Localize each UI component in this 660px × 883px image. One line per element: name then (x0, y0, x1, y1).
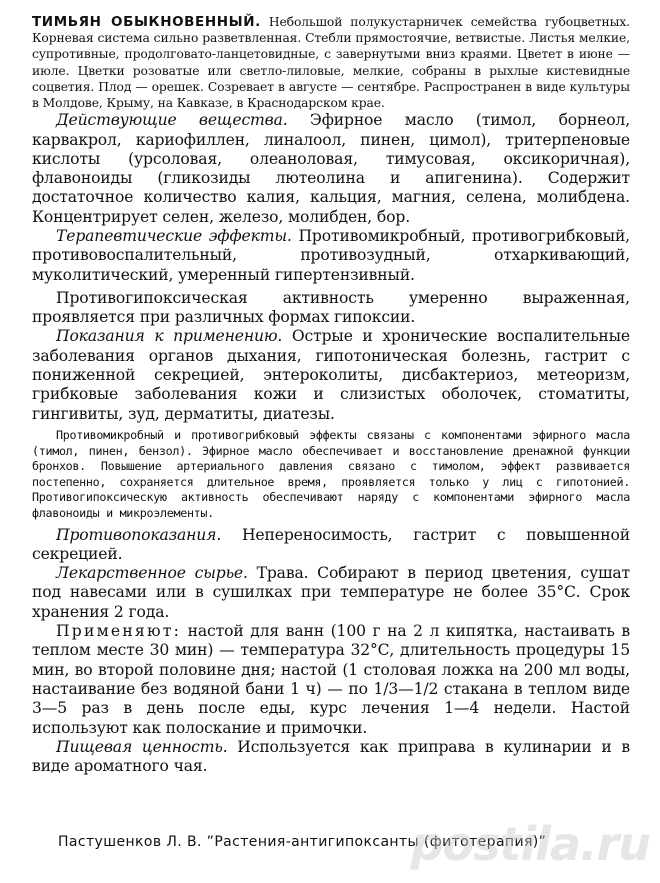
article-title: ТИМЬЯН ОБЫКНОВЕННЫЙ. (32, 14, 261, 30)
raw-material-paragraph (32, 564, 630, 622)
note-paragraph (32, 428, 630, 522)
source-citation: Пастушенков Л. В. ”Растения-антигипоксанты (фитотерапия)” (58, 834, 547, 850)
raw-material-label: Лекарственное сырье. (56, 564, 248, 583)
indications-label: Показания к применению. (56, 327, 283, 346)
effects-label: Терапевтические эффекты. (56, 227, 292, 245)
substances-paragraph (32, 111, 630, 227)
indications-text: Острые и хронические воспалительные заболевания органов дыхания, гипотоническая болезнь, гастрит с пониженной секрецией, энтероколиты, дисбактериоз, метеоризм, грибковые заболевания кожи и слизистых оболочек, стоматиты, гингивиты, зуд, дерматиты, диатезы. (32, 327, 630, 423)
substances-text: Эфирное масло (тимол, борнеол, карвакрол, кариофиллен, линалоол, пинен, цимол), тритерпеновые кислоты (урсоловая, олеаноловая, тимусовая, оксикоричная), флавоноиды (гликозиды лютеолина и апигенина). Содержит достаточное количество калия, кальция, магния, селена, молибдена. Концентрирует селен, железо, молибден, бор. (32, 111, 630, 226)
effects-text: Противомикробный, противогрибковый, противовоспалительный, противозудный, отхаркивающий, муколитический, умеренный гипертензивный. (32, 227, 630, 284)
usage-paragraph (32, 622, 630, 738)
contraindications-label: Противопоказания. (56, 525, 222, 544)
article-page (32, 14, 630, 776)
raw-material-text: Трава. Собирают в период цветения, сушат под навесами или в сушилках при температуре не более 35°С. Срок хранения 2 года. (32, 564, 630, 621)
plant-description (32, 14, 630, 111)
watermark-logo: postila.ru (410, 817, 650, 871)
food-value-paragraph (32, 738, 630, 777)
contraindications-text: Непереносимость, гастрит с повышенной секрецией. (32, 525, 630, 563)
description-text: Небольшой полукустарничек семейства губоцветных. Корневая система сильно разветвленная. Стебли прямостоячие, ветвистые. Листья мелкие, супротивные, продолговато-ланцетовидные, с завернутыми вниз краями. Цветет в июне — июле. Цветки розоватые или светло-лиловые, мелкие, собраны в рыхлые кистевидные соцветия. Плод — орешек. Созревает в августе — сентябре. Распространен в виде культуры в Молдове, Крыму, на Кавказе, в Краснодарском крае. (32, 15, 630, 111)
contraindications-paragraph (32, 526, 630, 565)
note-text: Противомикробный и противогрибковый эффекты связаны с компонентами эфирного масла (тимол, пинен, бензол). Эфирное масло обеспечивает и восстановление дренажной функции бронхов. Повышение артериального давления связано с тимолом, эффект развивается постепенно, сохраняется длительное время, проявляется только у лиц с гипотонией. Противогипоксическую активность обеспечивают наряду с компонентами эфирного масла флавоноиды и микроэлементы. (32, 427, 630, 520)
antihypoxic-paragraph (32, 289, 630, 328)
substances-label: Действующие вещества. (56, 111, 288, 130)
indications-paragraph (32, 327, 630, 423)
usage-text: настой для ванн (100 г на 2 л кипятка, настаивать в теплом месте 30 мин) — температура 32°С, длительность процедуры 15 мин, во второй половине дня; настой (1 столовая ложка на 200 мл воды, настаивание без водяной бани 1 ч) — по 1/3—1/2 стакана в теплом виде 3—5 раз в день после еды, курс лечения 1—4 недели. Настой используют как полоскание и примочки. (32, 622, 630, 737)
effects-paragraph (32, 227, 630, 285)
food-value-label: Пищевая ценность. (56, 737, 228, 756)
antihypoxic-text: Противогипоксическая активность умеренно выраженная, проявляется при различных формах гипоксии. (32, 288, 630, 327)
usage-label: Применяют: (56, 622, 182, 641)
food-value-text: Используется как приправа в кулинарии и в виде ароматного чая. (32, 737, 631, 776)
